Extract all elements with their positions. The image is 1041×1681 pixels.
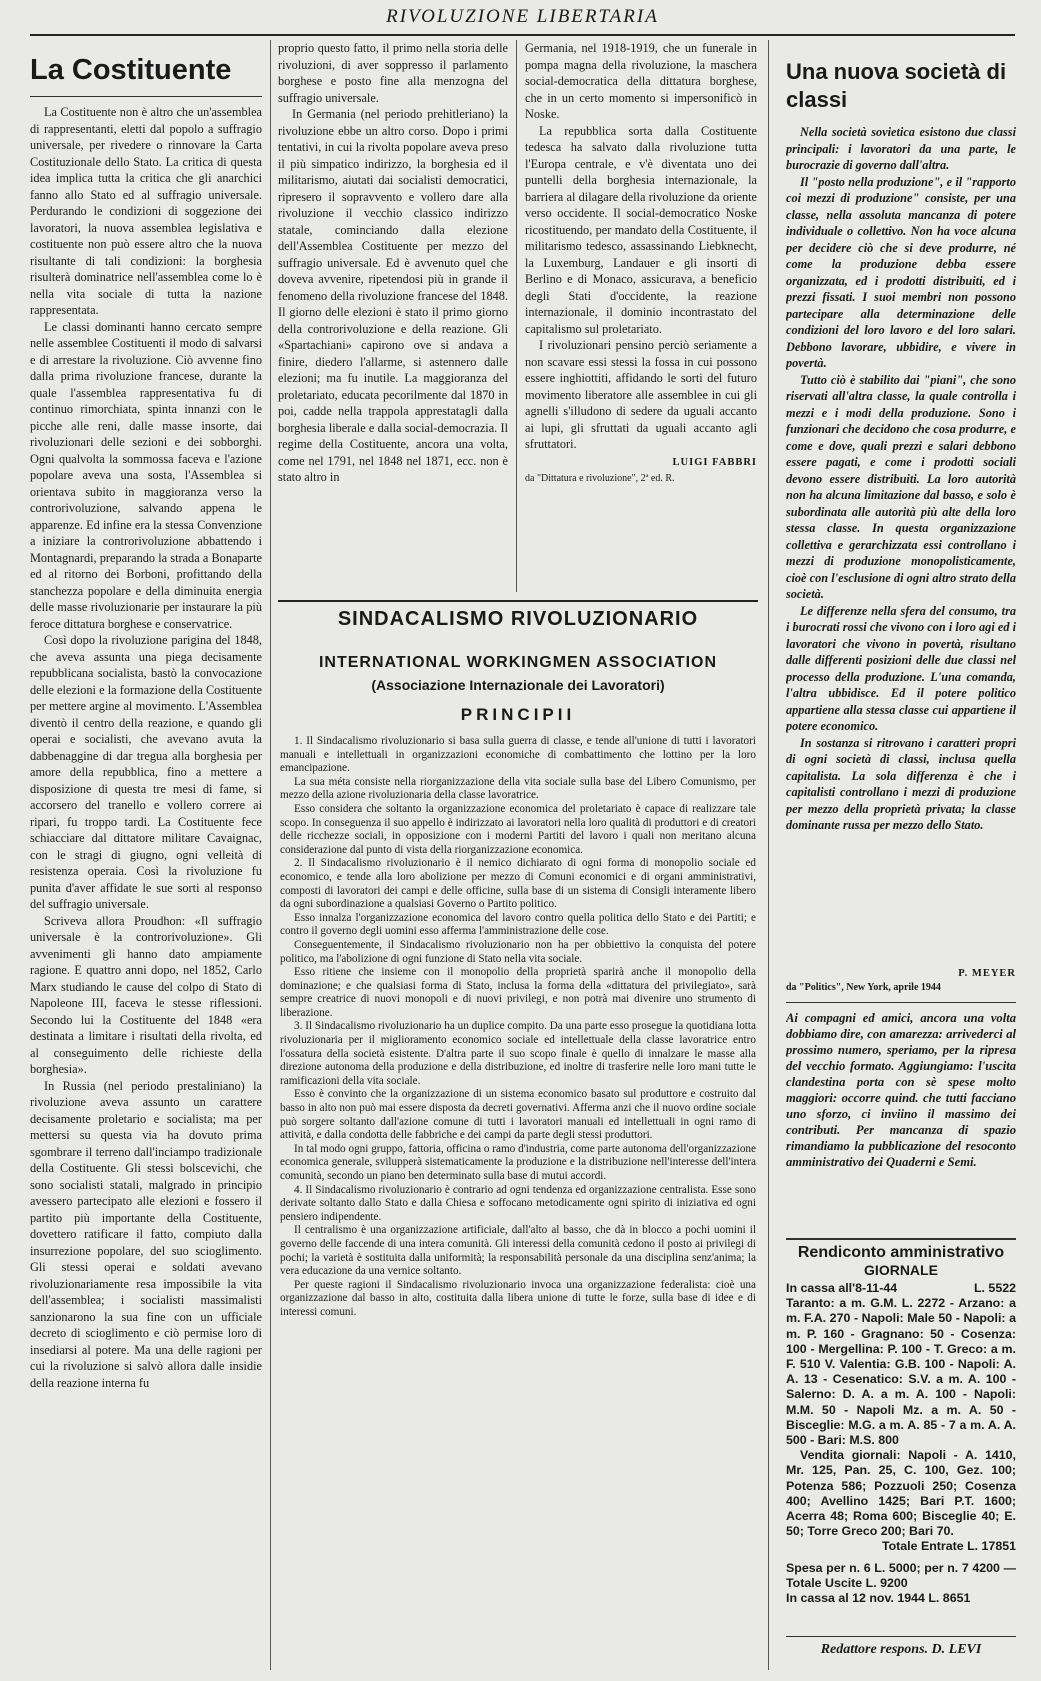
rendiconto-subtitle: GIORNALE (864, 1262, 938, 1278)
author-signature: P. MEYER (958, 968, 1016, 979)
cassa-value: L. 5522 (973, 1281, 1016, 1295)
total-income: Totale Entrate L. 17851 (881, 1539, 1016, 1554)
cassa-label: In cassa all'8-11-44 (786, 1281, 898, 1295)
costituente-column-1 (30, 104, 262, 1669)
subtitle-italian: (Associazione Internazionale dei Lavoratori) (371, 677, 665, 693)
rendiconto-body (786, 1281, 1016, 1606)
paragraph: Esso ritiene che insieme con il monopolio della proprietà sparirà anche il monopolio della dominazione; e che qualsiasi forma di Stato, inclusa la forma della «dittatura del privilegiato», sarà sempre creatrice di nuovi monopoli e di nuovi privilegi, e non potrà mai divenire uno strumento di liberazione. (280, 966, 756, 1019)
paragraph: 2. Il Sindacalismo rivoluzionario è il nemico dichiarato di ogni forma di monopolio sociale ed economico, e tende alla loro abolizione per mezzo di Comuni economici e di organi amministrativi, composti di lavoratori dei campi e delle officine, sulla base di un sistema di Consigli interamente libero da ogni subordinazione a qualsiasi Governo o Partito politico. (280, 857, 756, 911)
author-signature: LUIGI FABBRI (672, 456, 757, 468)
divider (786, 1636, 1016, 1637)
paragraph: La Costituente non è altro che un'assemblea di rappresentanti, eletti dal popolo a suffragio universale, per rivedere o rinnovare la Carta Costituzionale dello Stato. La critica di questa idea implica tutta la critica che gli anarchici fanno allo Stato ed al suffragio universale. Perdurando le condizioni di soggezione dei lavoratori, la nuova assemblea legislativa e costituente non può essere altro che la nuova risultante di tali condizioni: la borghesia risulterà dominatrice nell'assemblea come lo è nella vita sociale di tutta la nazione rappresentata. (30, 105, 262, 317)
paragraph: In sostanza si ritrovano i caratteri propri di ogni società di classi, inclusa quella capitalista. La sola differenza è che i capitalisti controllano i mezzi di produzione per mezzo della proprietà privata; la classe dominante russa per mezzo dello Stato. (786, 735, 1016, 832)
paragraph: proprio questo fatto, il primo nella storia delle rivoluzioni, di aver soppresso il parlamento borghese e posto fine alla menzogna del suffragio universale. (278, 41, 508, 105)
paragraph: In Russia (nel periodo prestaliniano) la rivoluzione aveva assunto un carattere decisamente proletario e socialista; ma per mettersi su questa via ha dovuto prima sgombrare il terreno dall'inciampo tradizionale della Costituente. Gli stessi bolscevichi, che sono socialisti statali, malgrado in principio avessero partecipato alle elezioni e fossero il partito più importante della Costituente, dovettero ratificare il fatto, compiuto dalla insurrezione popolare, del suo scioglimento. Gli stessi operai e soldati avevano rivoluzionariamente resa impossibile la vita dell'assemblea; i socialisti massimalisti sanzionarono la sua fine con un ufficiale decreto di scioglimento e ciò permise loro di insediarsi al potere. Ma una delle ragioni per cui la rivoluzione si salvò allora dalle insidie della reazione interna fu (30, 1078, 262, 1390)
source-note: da "Dittatura e rivoluzione", 2ª ed. R. (525, 473, 675, 484)
paragraph: Germania, nel 1918-1919, che un funerale in pompa magna della rivoluzione, la maschera social-democratica della dittatura borghese, che in un certo momento si impersonificò in Noske. (525, 41, 757, 121)
article-title-costituente: La Costituente (30, 54, 232, 86)
notice-to-comrades: Ai compagni ed amici, ancora una volta dobbiamo dire, con amarezza: arrivederci al prossimo numero, speriamo, per la ripresa del vecchio formato. Aggiungiamo: l'uscita clandestina porta con sè spese molto maggiori: occorre quind. che tutti facciano uno sforzo, ci inviino il massimo dei contributi. Per mancanza di spazio rimandiamo la pubblicazione del resoconto amministrativo dei Quaderni e Semi. (786, 1011, 1016, 1169)
paragraph: Tutto ciò è stabilito dai "piani", che sono riservati all'altra classe, la quale controlla i mezzi e i modi della produzione. Sono i funzionari che decidono che cosa produrre, e come e dove, quali prezzi e salari debbono essere pagati, e come i prodotti sociali devono essere distribuiti. La loro autorità non ha alcuna limitazione dal basso, e solo è subordinata alle autorità più alte della loro stessa classe. In questa organizzazione collettiva e gerarchizzata essi controllano i mezzi di produzione monopolisticamente, cioè con l'esclusione di ogni altro strato della società. (786, 372, 1016, 601)
column-divider (270, 40, 271, 1670)
paragraph: Il centralismo è una organizzazione artificiale, dall'alto al basso, che dà in blocco a pochi uomini il governo delle faccende di una intera comunità. Gli interessi della comunità cedono il posto ai privilegi di pochi; la varietà è sostituita dalla uniformità; la responsabilità personale da una disciplina senz'anima; la vera educazione da una vernice soltanto. (280, 1224, 756, 1278)
paragraph: Così dopo la rivoluzione parigina del 1848, che aveva assunta una piega decisamente repubblicana socialista, bastò la convocazione delle elezioni e la formazione della Costituente per mettere argine al movimento. L'Assemblea diventò il centro della reazione, e quando gli operai e socialisti, che avevano avuta la dabbenaggine di dar tregua alla borghesia per amore della repubblica, fino a mettere a disposizione di questa tre mesi di fame, si accorsero del tranello e vollero correre ai ripari, fu troppo tardi. La Costituente fece schiacciare dal dittatore militare Cavaignac, con le stragi di giugno, ogni velleità di resistenza operaia. Così la rivoluzione fu punita d'aver affidate le sue sorti al responso del suffragio universale. (30, 633, 262, 911)
masthead: RIVOLUZIONE LIBERTARIA (386, 6, 659, 27)
editor-credit: Redattore respons. D. LEVI (820, 1642, 982, 1657)
column-divider (516, 40, 517, 592)
sindacalismo-body (280, 735, 756, 1667)
paragraph: I rivoluzionari pensino perciò seriamente a non scavare essi stessi la fossa in cui possono essere inghiottiti, affidando le sorti del futuro movimento liberatore alle assemblee in cui gli agnelli s'illudono di sedere da uguali accanto ai lupi, gli sfruttati da uguali accanto agli sfruttatori. (525, 338, 757, 451)
sales-list: Vendita giornali: Napoli - A. 1410, Mr. 125, Pan. 25, C. 100, Gez. 100; Potenza 586; Pozzuoli 250; Cosenza 400; Avellino 1425; Bari P.T. 1600; Acerra 48; Roma 600; Bisceglie 40; E. 50; Torre Greco 200; Bari 70. (786, 1448, 1016, 1539)
cassa-row (786, 1281, 1016, 1296)
paragraph: 3. Il Sindacalismo rivoluzionario ha un duplice compito. Da una parte esso prosegue la quotidiana lotta rivoluzionaria per il miglioramento economico sociale ed intellettuale della classe lavoratrice entro l'ossatura della società esistente. D'altra parte il suo scopo finale è quello di innalzare le masse alla direzione autonoma della produzione e della distribuzione, ed inoltre di trasferire nelle loro mani tutte le ramificazioni della vita sociale. (280, 1020, 756, 1087)
column-divider (768, 40, 769, 1670)
paragraph: La sua méta consiste nella riorganizzazione della vita sociale sulla base del Libero Comunismo, per mezzo della azione rivoluzionaria della classe lavoratrice. (280, 775, 756, 802)
subtitle-principii: PRINCIPII (460, 705, 576, 724)
paragraph: Esso è convinto che la organizzazione di un sistema economico basato sul produttore e costruito dal basso in alto non può mai essere disposta da decreti governativi. Afferma anzi che il nuovo ordine sociale può sorgere soltanto dall'azione comune di tutti i lavoratori manuali ed intellettuali in ogni ramo di attività, e dalla condotta delle fabbriche e dei campi da parte degli stessi produttori. (280, 1088, 756, 1142)
paragraph: Conseguentemente, il Sindacalismo rivoluzionario non ha per obbiettivo la conquista del potere politico, ma l'abolizione di ogni funzione di Stato nella vita sociale. (280, 938, 756, 965)
paragraph: 4. Il Sindacalismo rivoluzionario è contrario ad ogni tendenza ed organizzazione centralista. Esse sono derivate soltanto dallo Stato e dalla Chiesa e soffocano metodicamente ogni spirito di iniziativa ed ogni pensiero indipendente. (280, 1183, 756, 1223)
paragraph: Esso innalza l'organizzazione economica del lavoro contro quella politica dello Stato e dei Partiti; e contro il governo degli uomini esso afferma l'amministrazione delle cose. (280, 911, 756, 938)
paragraph: Scriveva allora Proudhon: «Il suffragio universale è la controrivoluzione». Gli avvenimenti gli hanno dato ampiamente ragione. E quattro anni dopo, nel 1852, Carlo Marx studiando le cause del colpo di Stato di Napoleone III, faceva le stesse riflessioni. Secondo lui la Costituente del 1848 «era destinata a limitare i risultati della rivolta, ed al conseguimento delle richieste della borghesia». (30, 913, 262, 1076)
paragraph: Per queste ragioni il Sindacalismo rivoluzionario invoca una organizzazione federalista: cioè una organizzazione dal basso in alto, costituita dalla libera unione di tutte le forze, sulla base di idee e di interessi comuni. (280, 1278, 756, 1318)
contributions-list: Taranto: a m. G.M. L. 2272 - Arzano: a m. F.A. 270 - Napoli: Male 50 - Napoli: a m. P. 160 - Gragnano: 50 - Cosenza: 100 - Mergellina: P. 100 - T. Greco: a m. F. 510 V. Valentia: G.B. 100 - Napoli: A. A. 13 - Cesenatico: S.V. a m. A. 100 - Salerno: D. A. a m. A. 100 - Napoli: M.M. 50 - Napoli Mz. a m. A. 50 - Bisceglie: M.G. a m. A. 85 - 7 a m. A. A. 500 - Bari: M.S. 800 (786, 1296, 1016, 1448)
paragraph: In tal modo ogni gruppo, fattoria, officina o ramo d'industria, come parte autonoma dell'organizzazione economica generale, svilupperà sistematicamente la produzione e la distribuzione nell'interesse dell'intera comunità, secondo un piano ben determinato sulla base di mutui accordi. (280, 1142, 756, 1182)
paragraph: In Germania (nel periodo prehitleriano) la rivoluzione ebbe un altro corso. Dopo i primi tentativi, in cui la rivolta popolare aveva preso il più simpatico indirizzo, la borghesia ed il militarismo, aiutati dai socialisti democratici, ripresero il sopravvento e vollero dare alla rivoluzione il vecchio classico indirizzo statale, cominciando dalla elezione dell'Assemblea Costituente per mezzo del suffragio universale. Ed è avvenuto quel che doveva avvenire, ripetendosi più in grande il fenomeno della rivoluzione francese del 1848. Il giorno delle elezioni è stato il primo giorno della controrivoluzione e della reazione. Gli «Spartachiani» capirono ove si andava a finire, diedero l'allarme, si astennero dalle elezioni; ma fu inutile. La maggioranza del proletariato, educata pecorilmente dal 1870 in poi, cadde nella trappola apprestatagli dalla borghesia liberale e dalla social-democrazia. Il regime della Costituente, ancora una volta, come nel 1791, nel 1848 nel 1871, ecc. non è stato altro in (278, 107, 508, 484)
divider (786, 1002, 1016, 1003)
rendiconto-title: Rendiconto amministrativo (797, 1244, 1005, 1261)
paragraph: Nella società sovietica esistono due classi principali: i lavoratori da una parte, le burocrazie di governo dall'altra. (786, 125, 1016, 172)
paragraph: Le classi dominanti hanno cercato sempre nelle assemblee Costituenti il modo di salvarsi e di arrestare la rivoluzione. Ciò avvenne fino dalla prima rivoluzione francese, durante la quale l'assemblea rappresentativa fu di continuo rimorchiata, spinta innanzi con le picche alle reni, dalle masse insorte, dai rivoluzionari delle sezioni e dei sobborghi. Ogni qualvolta la sommossa faceva e l'azione popolare aveva una sosta, l'Assemblea si orientava subito in maggioranza verso la controrivoluzione, salvando appena le apparenze. Ed infine era la stessa Convenzione a iniziare la controrivoluzione abbattendo i Montagnardi, preparando la strada a Bonaparte ed al ritorno dei Borboni, profittando della stanchezza popolare e della diminuita energia delle masse rivoluzionarie per instaurare la più feroce dittatura borghese e conservatrice. (30, 319, 262, 631)
paragraph: Il "posto nella produzione", e il "rapporto coi mezzi di produzione" consiste, per una classe, nella assoluta mancanza di potere individuale o collettivo. Non ha voce alcuna per decidere ciò che si deve produrre, né come la produzione debba essere organizzata, ed i prodotti distribuiti, ed i prezzi fissati. I suoi membri non possono partecipare alla determinazione delle condizioni del loro lavoro e del loro salari. Debbono lavorare, ubbidire, e vivere in povertà. (786, 174, 1016, 370)
final-balance: In cassa al 12 nov. 1944 L. 8651 (786, 1591, 971, 1606)
paragraph: Esso considera che soltanto la organizzazione economica del proletariato è capace di realizzare tale scopo. In conseguenza il suo appello è indirizzato ai lavoratori nella loro qualità di produttori e di creatori delle ricchezze sociali, in opposizione con i moderni Partiti del lavoro i quali non meritano alcuna considerazione dal punto di vista della riorganizzazione economica. (280, 802, 756, 856)
article-title-nuova-societa: Una nuova società di classi (786, 59, 1007, 112)
title-rule (30, 96, 262, 97)
paragraph: Le differenze nella sfera del consumo, tra i burocrati rossi che vivono con i loro agi ed i lavoratori che vivono in povertà, risultano dalle differenti posizioni delle due classi nel processo della produzione. L'una comanda, l'altra ubbidisce. Ed il potere politico appartiene alla stessa classe cui appartiene il potere economico. (786, 603, 1016, 733)
paragraph: 1. Il Sindacalismo rivoluzionario si basa sulla guerra di classe, e tende all'unione di tutti i lavoratori manuali e intellettuali in organizzazioni economiche di combattimento che lottino per la loro emancipazione. (280, 735, 756, 775)
section-title-sindacalismo: SINDACALISMO RIVOLUZIONARIO (337, 608, 699, 630)
source-note: da "Politics", New York, aprile 1944 (786, 982, 941, 993)
costituente-column-3 (525, 40, 757, 592)
paragraph: La repubblica sorta dalla Costituente tedesca ha salvato dalla rivoluzione tutta l'Europa centrale, e v'è diventata uno dei puntelli della borghesia internazionale, la barriera al dilagare della rivoluzione da oriente verso occidente. Il social-democratico Noske ricostituendo, per mandato della Costituente, il militarismo tedesco, assassinando Liebknecht, la Luxemburg, Landauer e gli insorti di Berlino e di Monaco, assicurava, a beneficio degli Stati d'occidente, la reazione internazionale, il dominio incontrastato del capitalismo sul proletariato. (525, 123, 757, 336)
subtitle-iwa: INTERNATIONAL WORKINGMEN ASSOCIATION (318, 654, 718, 671)
costituente-column-2 (278, 40, 508, 588)
masthead-rule (30, 34, 1015, 36)
divider (786, 1238, 1016, 1240)
rendiconto-box (786, 1244, 1016, 1606)
expenses: Spesa per n. 6 L. 5000; per n. 7 4200 — Totale Uscite L. 9200 (786, 1560, 1016, 1590)
section-rule (278, 600, 758, 602)
nuova-societa-body (786, 124, 1016, 964)
